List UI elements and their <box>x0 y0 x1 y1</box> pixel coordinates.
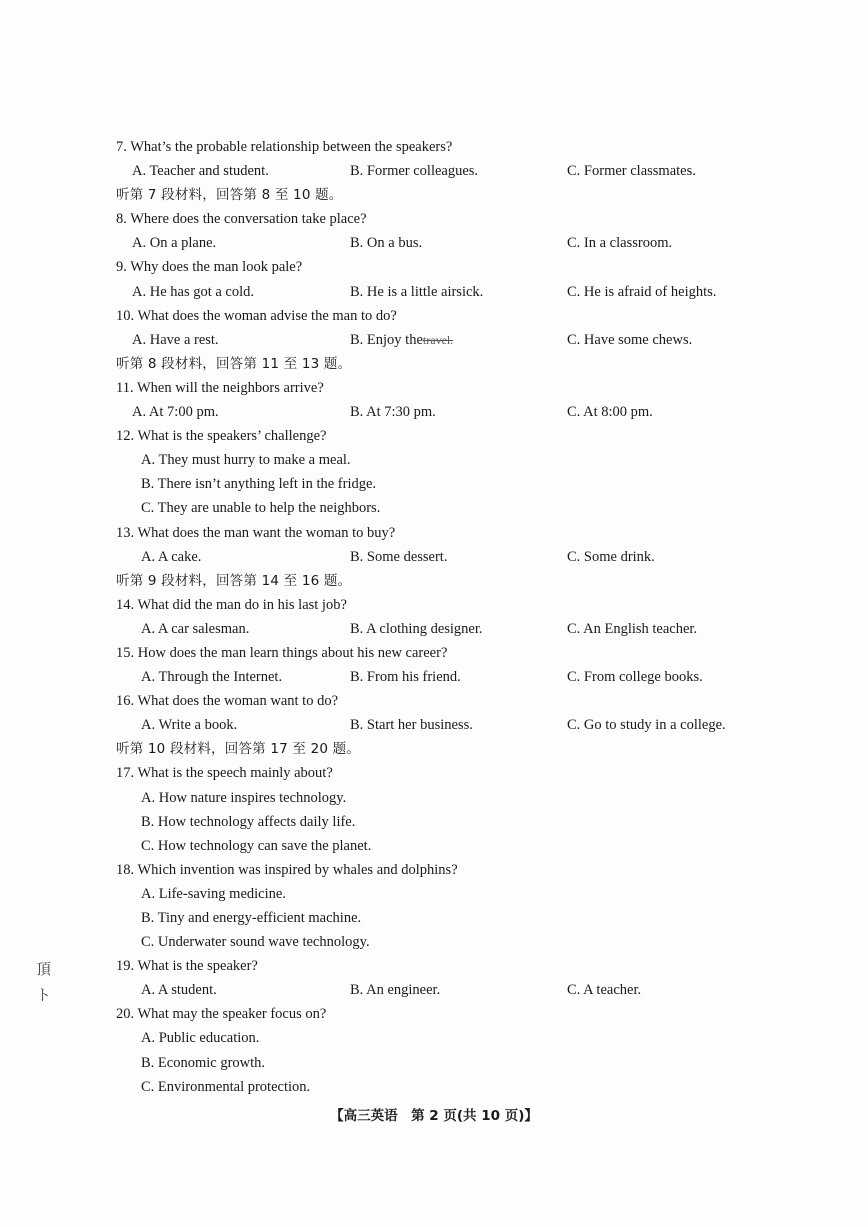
q15-option-c: C. From college books. <box>567 669 703 686</box>
section-8-instruction: 听第 8 段材料，回答第 11 至 13 题。 <box>116 355 352 372</box>
question-15-stem: 15. How does the man learn things about his new career? <box>116 644 448 661</box>
q12-option-b: B. There isn’t anything left in the fridge. <box>141 476 377 493</box>
question-20-stem: 20. What may the speaker focus on? <box>116 1006 327 1023</box>
q11-option-b: B. At 7:30 pm. <box>350 404 436 421</box>
q13-option-c: C. Some drink. <box>567 548 655 565</box>
q13-option-a: A. A cake. <box>141 548 202 565</box>
q10-option-b-struck-word: travel. <box>422 332 454 347</box>
q10-option-c: C. Have some chews. <box>567 331 693 348</box>
question-13-options <box>116 545 816 569</box>
question-19-options <box>116 978 816 1002</box>
question-7-options <box>116 159 816 183</box>
q10-option-b <box>350 328 453 352</box>
q12-option-a: A. They must hurry to make a meal. <box>141 452 351 469</box>
q8-option-a: A. On a plane. <box>132 235 217 252</box>
q19-option-c: C. A teacher. <box>567 982 642 999</box>
question-8-options <box>116 231 816 255</box>
q10-option-b-text: B. Enjoy the <box>350 331 423 348</box>
question-11-stem: 11. When will the neighbors arrive? <box>116 379 324 396</box>
margin-mark-2: ト <box>36 986 52 1004</box>
question-10-stem: 10. What does the woman advise the man to do? <box>116 307 397 324</box>
question-16-options <box>116 713 816 737</box>
q19-option-a: A. A student. <box>141 982 217 999</box>
q16-option-a: A. Write a book. <box>141 717 238 734</box>
q7-option-a: A. Teacher and student. <box>132 163 269 180</box>
question-9-options <box>116 280 816 304</box>
q19-option-b: B. An engineer. <box>350 982 441 999</box>
q12-option-c: C. They are unable to help the neighbors. <box>141 500 381 517</box>
q11-option-a: A. At 7:00 pm. <box>132 404 219 421</box>
question-7-stem: 7. What’s the probable relationship between the speakers? <box>116 139 453 155</box>
q17-option-a: A. How nature inspires technology. <box>141 789 347 806</box>
q7-option-c: C. Former classmates. <box>567 163 696 180</box>
section-7-instruction: 听第 7 段材料，回答第 8 至 10 题。 <box>116 187 343 204</box>
q15-option-b: B. From his friend. <box>350 669 461 686</box>
q18-option-b: B. Tiny and energy-efficient machine. <box>141 910 362 926</box>
question-16-stem: 16. What does the woman want to do? <box>116 693 339 710</box>
section-9-instruction: 听第 9 段材料，回答第 14 至 16 题。 <box>116 572 352 589</box>
q11-option-c: C. At 8:00 pm. <box>567 404 653 421</box>
q18-option-a: A. Life-saving medicine. <box>141 885 286 902</box>
q18-option-c: C. Underwater sound wave technology. <box>141 934 370 951</box>
q9-option-b: B. He is a little airsick. <box>350 283 484 300</box>
question-14-options <box>116 617 816 641</box>
question-list <box>116 135 816 1099</box>
q13-option-b: B. Some dessert. <box>350 548 448 565</box>
question-10-options <box>116 328 816 352</box>
margin-mark-1: 頂 <box>36 960 52 978</box>
q20-option-a: A. Public education. <box>141 1030 260 1047</box>
q16-option-c: C. Go to study in a college. <box>567 717 726 734</box>
question-11-options <box>116 400 816 424</box>
question-14-stem: 14. What did the man do in his last job? <box>116 596 347 613</box>
section-10-instruction: 听第 10 段材料，回答第 17 至 20 题。 <box>116 741 361 758</box>
q20-option-c: C. Environmental protection. <box>141 1078 311 1095</box>
page-footer: 【高三英语 第 2 页(共 10 页)】 <box>330 1108 538 1124</box>
question-8-stem: 8. Where does the conversation take place? <box>116 211 367 228</box>
q9-option-c: C. He is afraid of heights. <box>567 283 717 300</box>
question-13-stem: 13. What does the man want the woman to buy? <box>116 524 396 541</box>
q10-option-a: A. Have a rest. <box>132 331 219 348</box>
q7-option-b: B. Former colleagues. <box>350 163 479 180</box>
q8-option-b: B. On a bus. <box>350 235 423 252</box>
q14-option-c: C. An English teacher. <box>567 620 698 637</box>
question-19-stem: 19. What is the speaker? <box>116 958 258 975</box>
q9-option-a: A. He has got a cold. <box>132 283 255 300</box>
question-18-stem: 18. Which invention was inspired by whales and dolphins? <box>116 861 458 878</box>
q17-option-b: B. How technology affects daily life. <box>141 813 356 830</box>
q17-option-c: C. How technology can save the planet. <box>141 837 372 854</box>
question-15-options <box>116 665 816 689</box>
q14-option-b: B. A clothing designer. <box>350 620 483 637</box>
q16-option-b: B. Start her business. <box>350 717 473 734</box>
question-12-stem: 12. What is the speakers’ challenge? <box>116 428 327 445</box>
q15-option-a: A. Through the Internet. <box>141 669 283 686</box>
q8-option-c: C. In a classroom. <box>567 235 673 252</box>
q14-option-a: A. A car salesman. <box>141 620 250 637</box>
question-9-stem: 9. Why does the man look pale? <box>116 259 303 276</box>
question-17-stem: 17. What is the speech mainly about? <box>116 765 333 782</box>
q20-option-b: B. Economic growth. <box>141 1054 266 1071</box>
